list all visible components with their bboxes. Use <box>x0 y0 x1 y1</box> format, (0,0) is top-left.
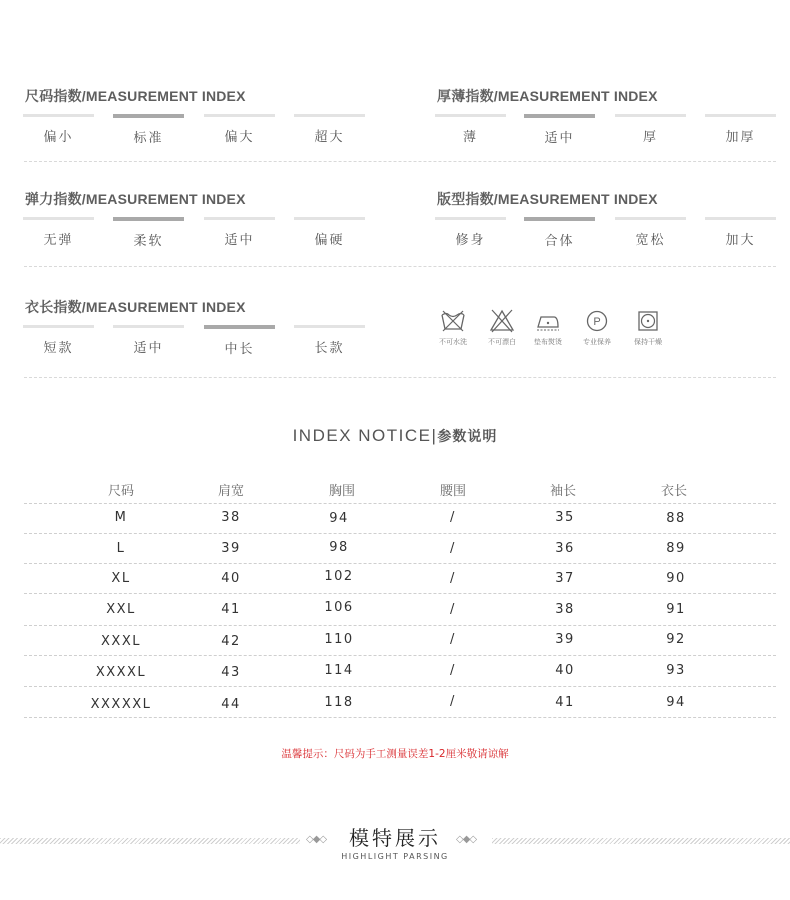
fit-option-slim: 修身 <box>435 217 506 248</box>
length-option-medium-long: 中长 <box>204 325 275 357</box>
fit-option-loose: 宽松 <box>615 217 686 248</box>
thickness-option-medium: 适中 <box>524 114 595 146</box>
fit-option-regular: 合体 <box>524 217 595 249</box>
diamond-ornament-right: ◇◆◇ <box>456 834 477 845</box>
no-bleach-icon <box>489 309 515 333</box>
header-size: 尺码 <box>107 484 134 499</box>
divider <box>24 266 776 267</box>
length-index-title: 衣长指数/MEASUREMENT INDEX <box>25 299 246 315</box>
divider <box>24 377 776 378</box>
thickness-option-thick: 厚 <box>615 114 686 145</box>
row-divider <box>24 686 776 687</box>
length-option-regular: 适中 <box>113 325 184 356</box>
size-option-standard: 标准 <box>113 114 184 146</box>
professional-dryclean-icon <box>584 309 610 333</box>
size-index-title: 尺码指数/MEASUREMENT INDEX <box>25 88 246 104</box>
size-option-xlarge: 超大 <box>294 114 365 145</box>
fit-index-title: 版型指数/MEASUREMENT INDEX <box>437 191 658 207</box>
elasticity-option-soft: 柔软 <box>113 217 184 249</box>
elasticity-option-none: 无弹 <box>23 217 94 248</box>
model-showcase-title: 模特展示 <box>349 826 441 850</box>
elasticity-option-medium: 适中 <box>204 217 275 248</box>
index-notice-title: INDEX NOTICE|参数说明 <box>292 426 498 445</box>
elasticity-index-title: 弹力指数/MEASUREMENT INDEX <box>25 191 246 207</box>
thickness-option-extra-thick: 加厚 <box>705 114 776 145</box>
diamond-ornament-left: ◇◆◇ <box>306 834 327 845</box>
row-divider <box>24 593 776 594</box>
length-option-short: 短款 <box>23 325 94 356</box>
size-option-large: 偏大 <box>204 114 275 145</box>
header-shoulder: 肩宽 <box>217 484 244 499</box>
care-item-no-wash: 不可水洗 <box>431 309 475 347</box>
row-divider <box>24 655 776 656</box>
header-chest: 胸围 <box>328 484 355 499</box>
row-divider <box>24 503 776 504</box>
iron-icon <box>535 309 561 333</box>
header-waist: 腰围 <box>439 484 466 499</box>
care-item-iron: 垫布熨烫 <box>526 309 570 347</box>
care-item-tumble-dry: 保持干燥 <box>626 309 670 347</box>
header-sleeve: 袖长 <box>549 484 576 499</box>
header-length: 衣长 <box>660 484 687 499</box>
divider <box>24 161 776 162</box>
fit-option-oversize: 加大 <box>705 217 776 248</box>
care-item-no-bleach: 不可漂白 <box>480 309 524 347</box>
decorative-hatch-right <box>492 838 790 844</box>
thickness-option-thin: 薄 <box>435 114 506 145</box>
elasticity-option-stiff: 偏硬 <box>294 217 365 248</box>
svg-text:P: P <box>593 316 601 328</box>
measurement-tip: 温馨提示：尺码为手工测量误差1-2厘米敬请谅解 <box>281 748 509 760</box>
no-wash-icon <box>440 309 466 333</box>
care-item-dry-clean: P 专业保养 <box>575 309 619 347</box>
tumble-dry-icon <box>635 309 661 333</box>
model-showcase-subtitle: HIGHLIGHT PARSING <box>341 852 449 861</box>
row-divider <box>24 563 776 564</box>
length-option-long: 长款 <box>294 325 365 356</box>
row-divider <box>24 625 776 626</box>
size-option-small: 偏小 <box>23 114 94 145</box>
row-divider <box>24 533 776 534</box>
thickness-index-title: 厚薄指数/MEASUREMENT INDEX <box>437 88 658 104</box>
row-divider <box>24 717 776 718</box>
